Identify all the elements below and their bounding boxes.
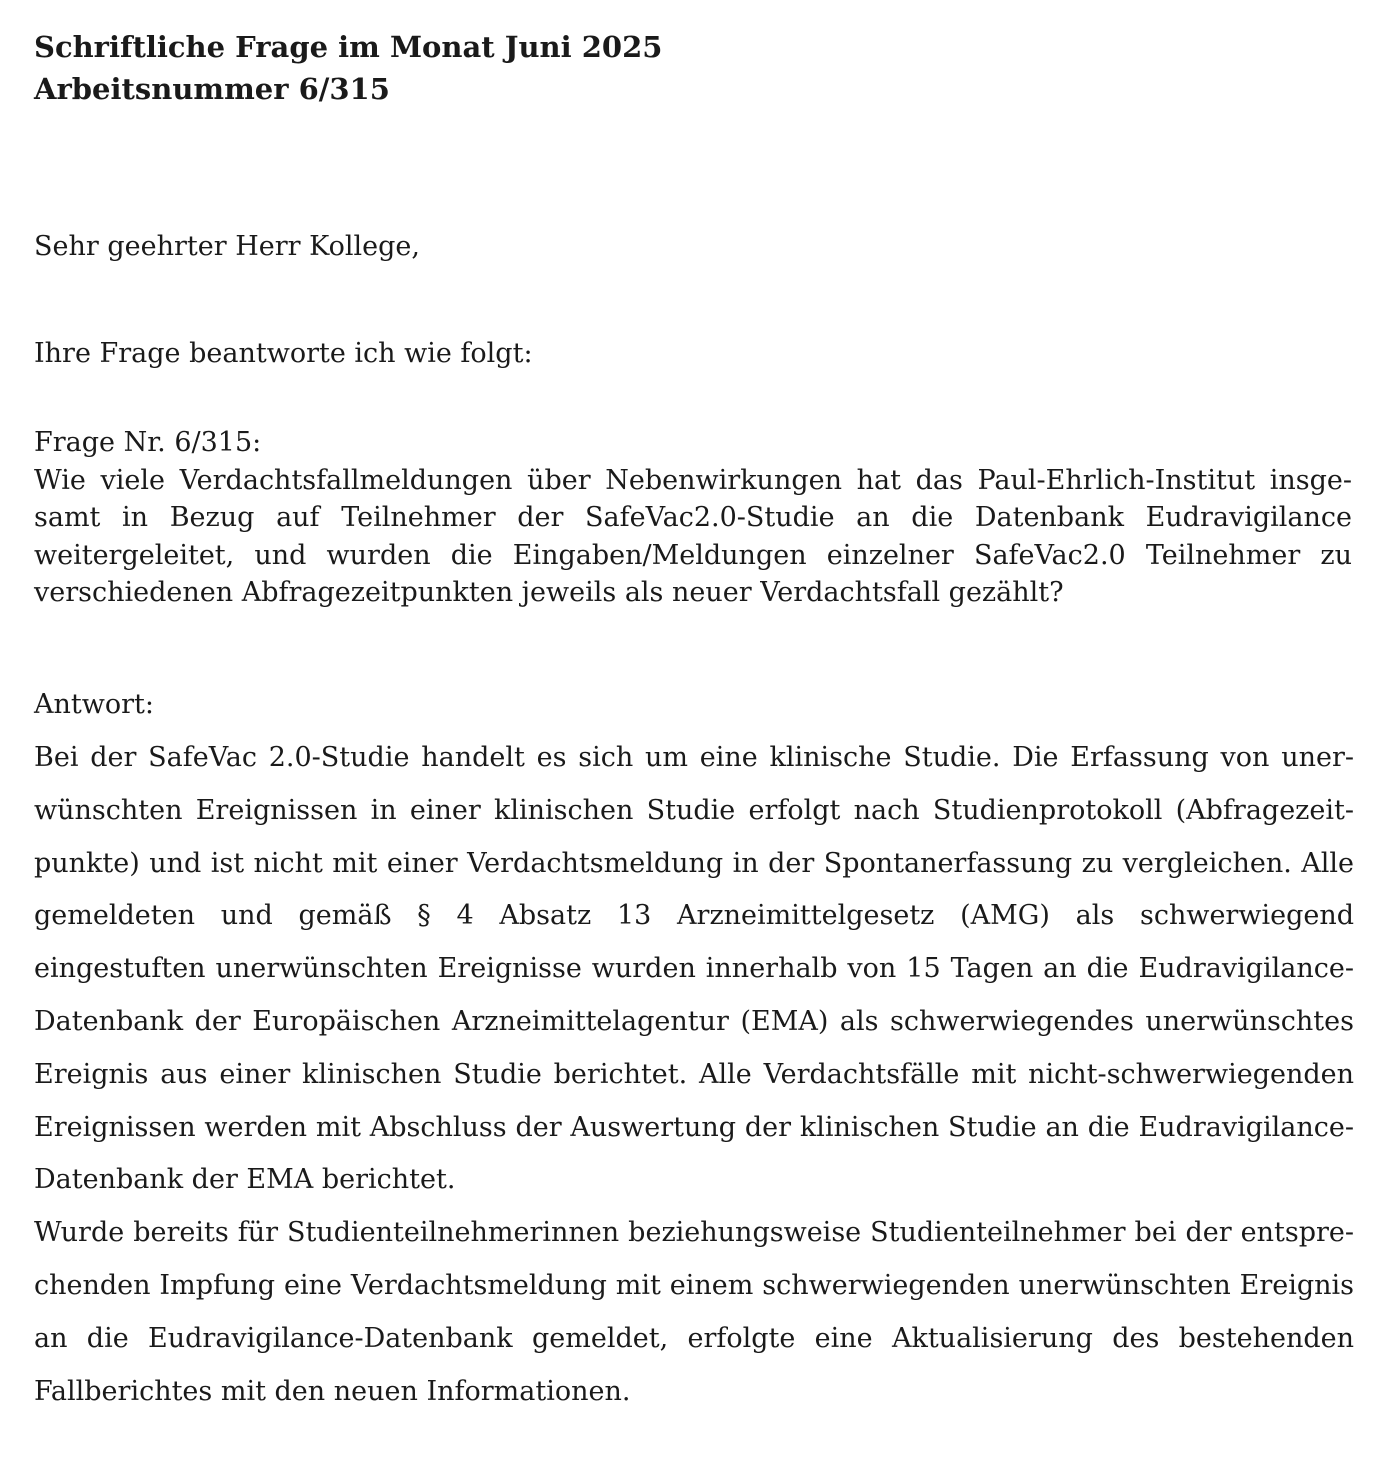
answer-label: Antwort: <box>34 689 154 720</box>
answer-paragraph: Wurde bereits für Studienteilnehmerinnen beziehungsweise Studienteilnehmer bei der entsprechenden Impfung eine Verdachtsmeldung mit einem schwerwiegenden unerwünschten Ereignis an die Eudravigilance-Datenbank gemeldet, erfolgte eine Aktualisierung des bestehenden Fallberichtes mit den neuen Informationen. <box>34 1217 1354 1407</box>
question-text: Wie viele Verdachtsfallmeldungen über Nebenwirkungen hat das Paul-Ehrlich-Institut insgesamt in Bezug auf Teilnehmer der SafeVac2.0-Studie an die Datenbank Eudravigilance weitergeleitet, und wurden die Eingaben/Meldungen einzelner SafeVac2.0 Teilnehmer zu verschiedenen Abfragezeitpunkten jeweils als neuer Verdachtsfall gezählt? <box>34 464 1352 608</box>
question-section <box>34 424 1352 612</box>
question-number: Frage Nr. 6/315: <box>34 427 262 458</box>
reference-number: Arbeitsnummer 6/315 <box>34 72 390 106</box>
answer-section <box>34 732 1354 1418</box>
intro-line: Ihre Frage beantworte ich wie folgt: <box>34 338 533 369</box>
answer-paragraph: Bei der SafeVac 2.0-Studie handelt es sich um eine klinische Studie. Die Erfassung von unerwünschten Ereignissen in einer klinischen Studie erfolgt nach Studienprotokoll (Abfragezeitpunkte) und ist nicht mit einer Verdachtsmeldung in der Spontanerfassung zu vergleichen. Alle gemeldeten und gemäß § 4 Absatz 13 Arzneimittelgesetz (AMG) als schwerwiegend eingestuften unerwünschten Ereignisse wurden innerhalb von 15 Tagen an die Eudravigilance-Datenbank der Europäischen Arzneimittelagentur (EMA) als schwerwiegendes unerwünschtes Ereignis aus einer klinischen Studie berichtet. Alle Verdachtsfälle mit nicht-schwerwiegenden Ereignissen werden mit Abschluss der Auswertung der klinischen Studie an die Eudravigilance-Datenbank der EMA berichtet. <box>34 742 1354 1196</box>
document-title: Schriftliche Frage im Monat Juni 2025 <box>34 30 663 64</box>
salutation: Sehr geehrter Herr Kollege, <box>34 231 420 262</box>
